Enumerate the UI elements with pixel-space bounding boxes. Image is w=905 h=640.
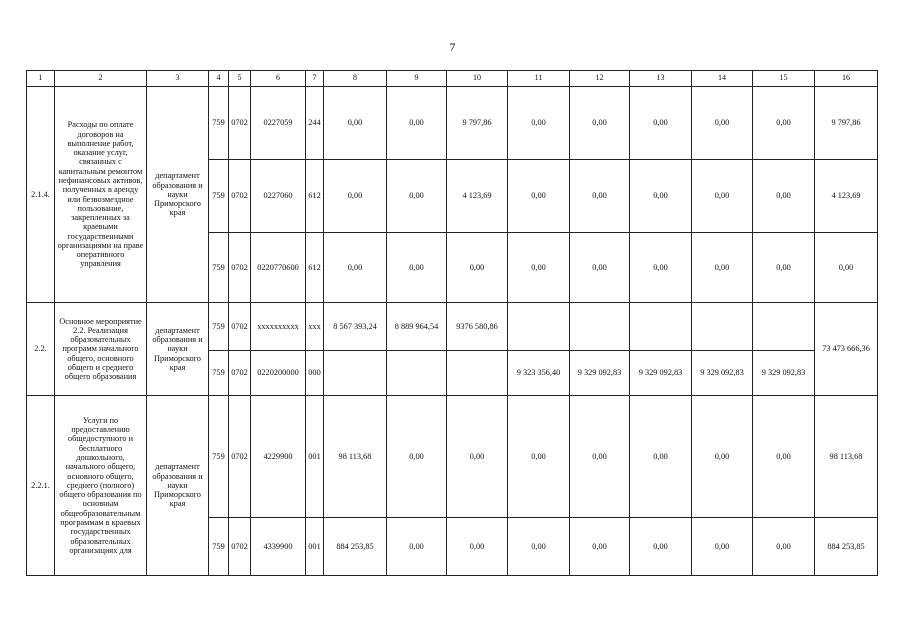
- table-cell: 0,00: [508, 160, 570, 233]
- table-cell: 0,00: [630, 233, 692, 303]
- table-cell: 0,00: [630, 160, 692, 233]
- header-cell-5: 5: [229, 71, 251, 87]
- table-row: [27, 303, 878, 351]
- table-cell: 0,00: [570, 396, 630, 518]
- table-cell: хххххххххх: [251, 303, 306, 351]
- table-cell: 0,00: [570, 233, 630, 303]
- table-cell: 759: [209, 518, 229, 576]
- table-cell: [692, 303, 753, 351]
- table-cell: 0,00: [753, 518, 815, 576]
- header-cell-3: 3: [147, 71, 209, 87]
- table-cell: 0,00: [692, 233, 753, 303]
- table-cell: 759: [209, 351, 229, 396]
- table-cell: [753, 303, 815, 351]
- header-cell-13: 13: [630, 71, 692, 87]
- table-cell: 0702: [229, 233, 251, 303]
- table-cell: 0,00: [447, 396, 508, 518]
- table-row: [27, 87, 878, 160]
- table-cell: 9 797,86: [815, 87, 878, 160]
- header-cell-12: 12: [570, 71, 630, 87]
- table-cell: 9 329 092,83: [570, 351, 630, 396]
- table-cell: 0,00: [570, 160, 630, 233]
- table-cell: 0,00: [630, 396, 692, 518]
- row-name: Основное мероприятие 2.2. Реализация образовательных программ начального общего, основного общего и среднего общего образования: [55, 303, 147, 396]
- table-cell: 0,00: [447, 233, 508, 303]
- table-cell: 0220770600: [251, 233, 306, 303]
- table-cell: 0220200000: [251, 351, 306, 396]
- row-code: 2.2.1.: [27, 396, 55, 576]
- table-cell: 0,00: [753, 233, 815, 303]
- table-cell: 4229900: [251, 396, 306, 518]
- table-cell: 884 253,85: [324, 518, 387, 576]
- table-cell: 9 797,86: [447, 87, 508, 160]
- table-cell: 0702: [229, 87, 251, 160]
- table-cell: 612: [306, 160, 324, 233]
- table-cell: 4339900: [251, 518, 306, 576]
- table-cell: 0,00: [508, 87, 570, 160]
- table-cell: 0,00: [387, 518, 447, 576]
- table-cell: 0,00: [447, 518, 508, 576]
- header-cell-9: 9: [387, 71, 447, 87]
- table-cell: 001: [306, 518, 324, 576]
- table-cell: 0,00: [692, 87, 753, 160]
- table-cell: 759: [209, 233, 229, 303]
- table-cell: 0702: [229, 160, 251, 233]
- row-name: Услуги по предоставлению общедоступного и бесплатного дошкольного, начального общего, основного общего, среднего (полного) общего образования по основным общеобразовательным программам в краевых государственных образовательных организациях для: [55, 396, 147, 576]
- table-cell: 0702: [229, 396, 251, 518]
- table-cell: 0702: [229, 303, 251, 351]
- table-cell: [387, 351, 447, 396]
- table-cell: 0,00: [387, 160, 447, 233]
- table-cell: 0,00: [324, 233, 387, 303]
- table-cell: 0,00: [692, 160, 753, 233]
- table-cell: [324, 351, 387, 396]
- table-cell: 0,00: [692, 518, 753, 576]
- table-cell: 0,00: [508, 518, 570, 576]
- row-department: департамент образования и науки Приморского края: [147, 396, 209, 576]
- row-total: 73 473 666,36: [815, 303, 878, 396]
- page-number: 7: [449, 40, 456, 54]
- row-code: 2.1.4.: [27, 87, 55, 303]
- header-row: [27, 71, 878, 87]
- table-cell: ххх: [306, 303, 324, 351]
- table-cell: 759: [209, 160, 229, 233]
- table-cell: 0,00: [630, 87, 692, 160]
- table-cell: 759: [209, 396, 229, 518]
- table-cell: 0,00: [570, 518, 630, 576]
- header-cell-2: 2: [55, 71, 147, 87]
- table-cell: 0,00: [324, 160, 387, 233]
- table-cell: 0,00: [753, 160, 815, 233]
- table-cell: 0,00: [570, 87, 630, 160]
- table-cell: [447, 351, 508, 396]
- header-cell-1: 1: [27, 71, 55, 87]
- table-cell: 9376 580,86: [447, 303, 508, 351]
- header-cell-16: 16: [815, 71, 878, 87]
- header-cell-15: 15: [753, 71, 815, 87]
- row-name: Расходы по оплате договоров на выполнение работ, оказание услуг, связанных с капитальным ремонтом нефинансовых активов, полученных в аренду или безвозмездное пользование, закрепленных за краевыми государственными организациями на праве оперативного управления: [55, 87, 147, 303]
- row-department: департамент образования и науки Приморского края: [147, 87, 209, 303]
- table-cell: 9 329 092,83: [753, 351, 815, 396]
- header-cell-8: 8: [324, 71, 387, 87]
- table-cell: 0,00: [753, 396, 815, 518]
- table-cell: 0227060: [251, 160, 306, 233]
- table-cell: 001: [306, 396, 324, 518]
- table-cell: 0,00: [753, 87, 815, 160]
- table-cell: 98 113,68: [815, 396, 878, 518]
- table-cell: 759: [209, 303, 229, 351]
- table-cell: 8 567 393,24: [324, 303, 387, 351]
- table-row: [27, 396, 878, 518]
- table-cell: 4 123,69: [815, 160, 878, 233]
- table-cell: 884 253,85: [815, 518, 878, 576]
- table-cell: 759: [209, 87, 229, 160]
- table-cell: 612: [306, 233, 324, 303]
- table-cell: 0,00: [692, 396, 753, 518]
- table-cell: 244: [306, 87, 324, 160]
- header-cell-7: 7: [306, 71, 324, 87]
- row-department: департамент образования и науки Приморского края: [147, 303, 209, 396]
- table-cell: 0,00: [508, 233, 570, 303]
- budget-table: [26, 70, 878, 576]
- table-cell: 4 123,69: [447, 160, 508, 233]
- table-cell: 9 323 356,40: [508, 351, 570, 396]
- header-cell-14: 14: [692, 71, 753, 87]
- table-cell: 0,00: [387, 396, 447, 518]
- table-cell: 0,00: [387, 87, 447, 160]
- table-cell: [630, 303, 692, 351]
- header-cell-11: 11: [508, 71, 570, 87]
- table-cell: 0,00: [815, 233, 878, 303]
- header-cell-6: 6: [251, 71, 306, 87]
- header-cell-10: 10: [447, 71, 508, 87]
- table-cell: 98 113,68: [324, 396, 387, 518]
- table-cell: 0227059: [251, 87, 306, 160]
- table-cell: 8 889 964,54: [387, 303, 447, 351]
- table-cell: [570, 303, 630, 351]
- table-cell: 0702: [229, 518, 251, 576]
- table-cell: 0,00: [387, 233, 447, 303]
- table-cell: 000: [306, 351, 324, 396]
- header-cell-4: 4: [209, 71, 229, 87]
- row-code: 2.2.: [27, 303, 55, 396]
- table-cell: [508, 303, 570, 351]
- table-cell: 0,00: [324, 87, 387, 160]
- table-cell: 0,00: [630, 518, 692, 576]
- table-cell: 0,00: [508, 396, 570, 518]
- table-cell: 9 329 092,83: [692, 351, 753, 396]
- table-cell: 9 329 092,83: [630, 351, 692, 396]
- table-cell: 0702: [229, 351, 251, 396]
